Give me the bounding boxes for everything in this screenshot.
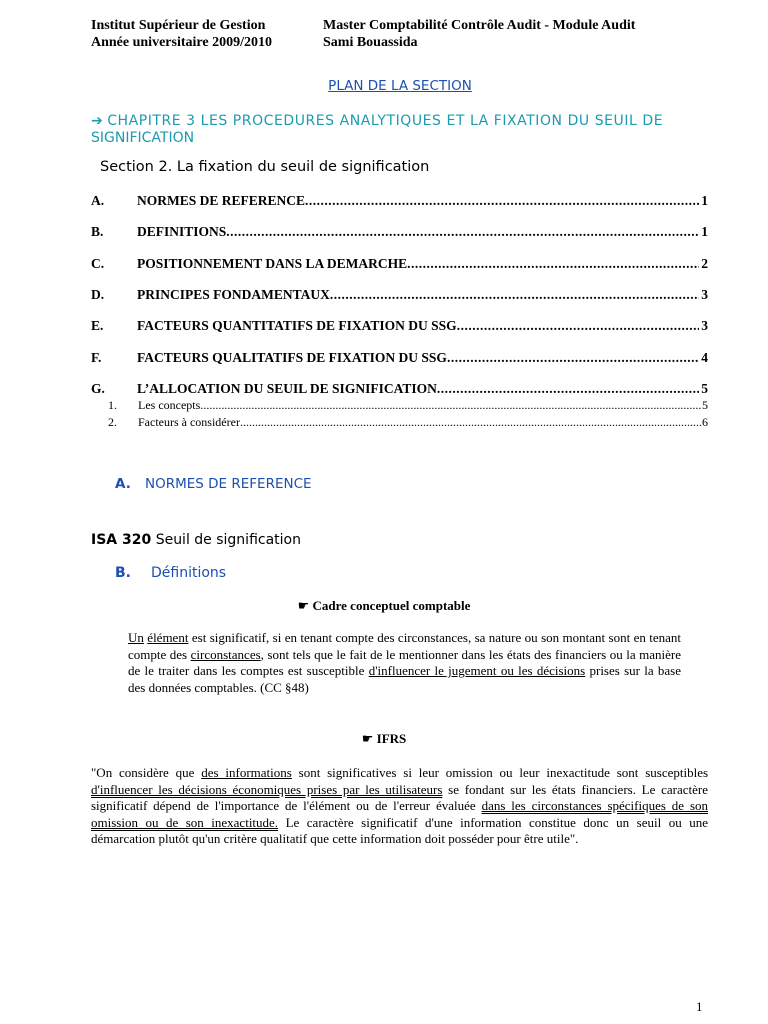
ifrs-paragraph — [91, 765, 708, 848]
toc-subentry[interactable] — [108, 415, 708, 430]
toc-entry[interactable] — [91, 350, 708, 366]
toc-dot-leader — [305, 193, 699, 209]
ifrs-heading — [0, 731, 768, 747]
ifrs-text-5: se fondant sur les états financiers. Le caractère significatif dépend de l'importance de l'élément ou de l'erreur évaluée — [91, 781, 709, 813]
cadre-text-5: , sont tels que le fait de le mentionner dans les états des financiers ou la manière de le traiter dans les comptes est susceptible — [128, 646, 682, 678]
chapter-line-1: CHAPITRE 3 LES PROCEDURES ANALYTIQUES ET LA FIXATION DU SEUIL DE — [107, 113, 664, 129]
toc-entry-title: FACTEURS QUALITATIFS DE FIXATION DU SSG — [137, 350, 447, 365]
toc-entry-title: L’ALLOCATION DU SEUIL DE SIGNIFICATION — [137, 381, 437, 396]
toc-entry-letter: D. — [91, 287, 105, 302]
toc-entry[interactable] — [91, 381, 708, 397]
ifrs-text-7: Le caractère significatif d'une information constitue donc un seuil ou une démarcation plutôt qu'un critère qualitatif que cette information doit posséder pour être utile". — [91, 814, 708, 846]
toc-entry-letter: E. — [91, 318, 104, 333]
toc-entry-letter: B. — [91, 224, 104, 239]
toc-entry-letter: G. — [91, 381, 105, 396]
toc-subentry-number: 2. — [108, 415, 117, 429]
ifrs-text-3: sont significatives si leur omission ou leur inexactitude sont susceptibles — [298, 765, 709, 780]
cadre-text-6: d'influencer le jugement ou les décisions — [368, 663, 586, 678]
toc-entry-letter: A. — [91, 193, 105, 208]
header-year: Année universitaire 2009/2010 — [91, 35, 272, 50]
toc-subentry-title: Les concepts — [138, 398, 201, 412]
toc-dot-leader — [457, 318, 700, 334]
toc-subentry[interactable] — [108, 398, 708, 413]
toc-entry-page: 5 — [701, 381, 708, 396]
header-right — [323, 17, 635, 51]
isa-text: Seuil de signification — [155, 532, 301, 548]
toc-subentry-number: 1. — [108, 398, 117, 412]
toc-entry-page: 2 — [701, 256, 708, 271]
toc-subentry-page: 5 — [702, 398, 708, 412]
toc-entry[interactable] — [91, 193, 708, 209]
ifrs-text-1: "On considère que — [91, 765, 195, 780]
cadre-title: Cadre conceptuel comptable — [312, 598, 471, 613]
toc-dot-leader — [447, 350, 699, 366]
toc-dot-leader — [240, 415, 702, 430]
cadre-heading — [0, 598, 768, 614]
heading-b-text: Définitions — [151, 565, 227, 581]
toc-entry[interactable] — [91, 318, 708, 334]
isa-line — [91, 532, 301, 548]
heading-a-text: NORMES DE REFERENCE — [145, 476, 312, 492]
header-left — [91, 17, 272, 51]
toc-entry-title: DEFINITIONS — [137, 224, 227, 239]
toc-entry-page: 4 — [701, 350, 708, 365]
chapter-line-2: SIGNIFICATION — [91, 130, 195, 146]
toc-dot-leader — [330, 287, 699, 303]
toc-entry[interactable] — [91, 256, 708, 272]
section-title: Section 2. La fixation du seuil de signification — [100, 159, 430, 175]
toc-entry-letter: F. — [91, 350, 102, 365]
cadre-text-1: Un — [128, 630, 144, 645]
toc-dot-leader — [200, 398, 702, 413]
ifrs-text-2: des informations — [201, 765, 292, 780]
isa-code: ISA 320 — [91, 532, 152, 548]
plan-title: PLAN DE LA SECTION — [328, 78, 472, 94]
toc-entry-title: FACTEURS QUANTITATIFS DE FIXATION DU SSG — [137, 318, 457, 333]
ifrs-text-4: d'influencer les décisions économiques prises par les utilisateurs — [91, 781, 443, 797]
chapter-heading — [91, 113, 741, 147]
cadre-text-3: est significatif, si en tenant compte des circonstances, sa nature ou son montant sont en tenant compte des — [128, 630, 682, 662]
toc-entry-title: PRINCIPES FONDAMENTAUX — [137, 287, 330, 302]
header-institution: Institut Supérieur de Gestion — [91, 18, 266, 33]
toc-entry[interactable] — [91, 287, 708, 303]
ifrs-title: IFRS — [376, 731, 407, 746]
toc-dot-leader — [437, 381, 699, 397]
heading-a — [115, 476, 312, 492]
ifrs-text-6: dans les circonstances spécifiques de son omission ou de son inexactitude. — [91, 798, 709, 830]
arrow-right-icon: ➔ — [91, 113, 103, 129]
toc-dot-leader — [226, 224, 699, 240]
toc-entry-page: 1 — [701, 193, 708, 208]
pointing-hand-icon: ☛ — [297, 599, 310, 614]
page-number: 1 — [696, 999, 703, 1014]
toc-subentry-title: Facteurs à considérer — [138, 415, 240, 429]
toc-entry-letter: C. — [91, 256, 105, 271]
toc-entry-title: NORMES DE REFERENCE — [137, 193, 306, 208]
header-author: Sami Bouassida — [323, 35, 418, 50]
cadre-text-2: élément — [147, 630, 189, 645]
toc-entry-title: POSITIONNEMENT DANS LA DEMARCHE — [137, 256, 408, 271]
pointing-hand-icon: ☛ — [361, 732, 374, 747]
cadre-paragraph — [128, 630, 681, 696]
toc-entry-page: 1 — [701, 224, 708, 239]
header-program: Master Comptabilité Contrôle Audit - Module Audit — [323, 18, 636, 33]
heading-a-letter: A. — [115, 476, 131, 492]
toc-entry-page: 3 — [701, 287, 708, 302]
heading-b-letter: B. — [115, 565, 131, 581]
cadre-text-7: prises sur la base des données comptables. (CC §48) — [128, 663, 682, 695]
toc-subentry-page: 6 — [702, 415, 708, 429]
toc-entry-page: 3 — [701, 318, 708, 333]
heading-b — [115, 565, 226, 581]
toc-entry[interactable] — [91, 224, 708, 240]
cadre-text-4: circonstances — [190, 646, 261, 662]
toc-dot-leader — [407, 256, 699, 272]
